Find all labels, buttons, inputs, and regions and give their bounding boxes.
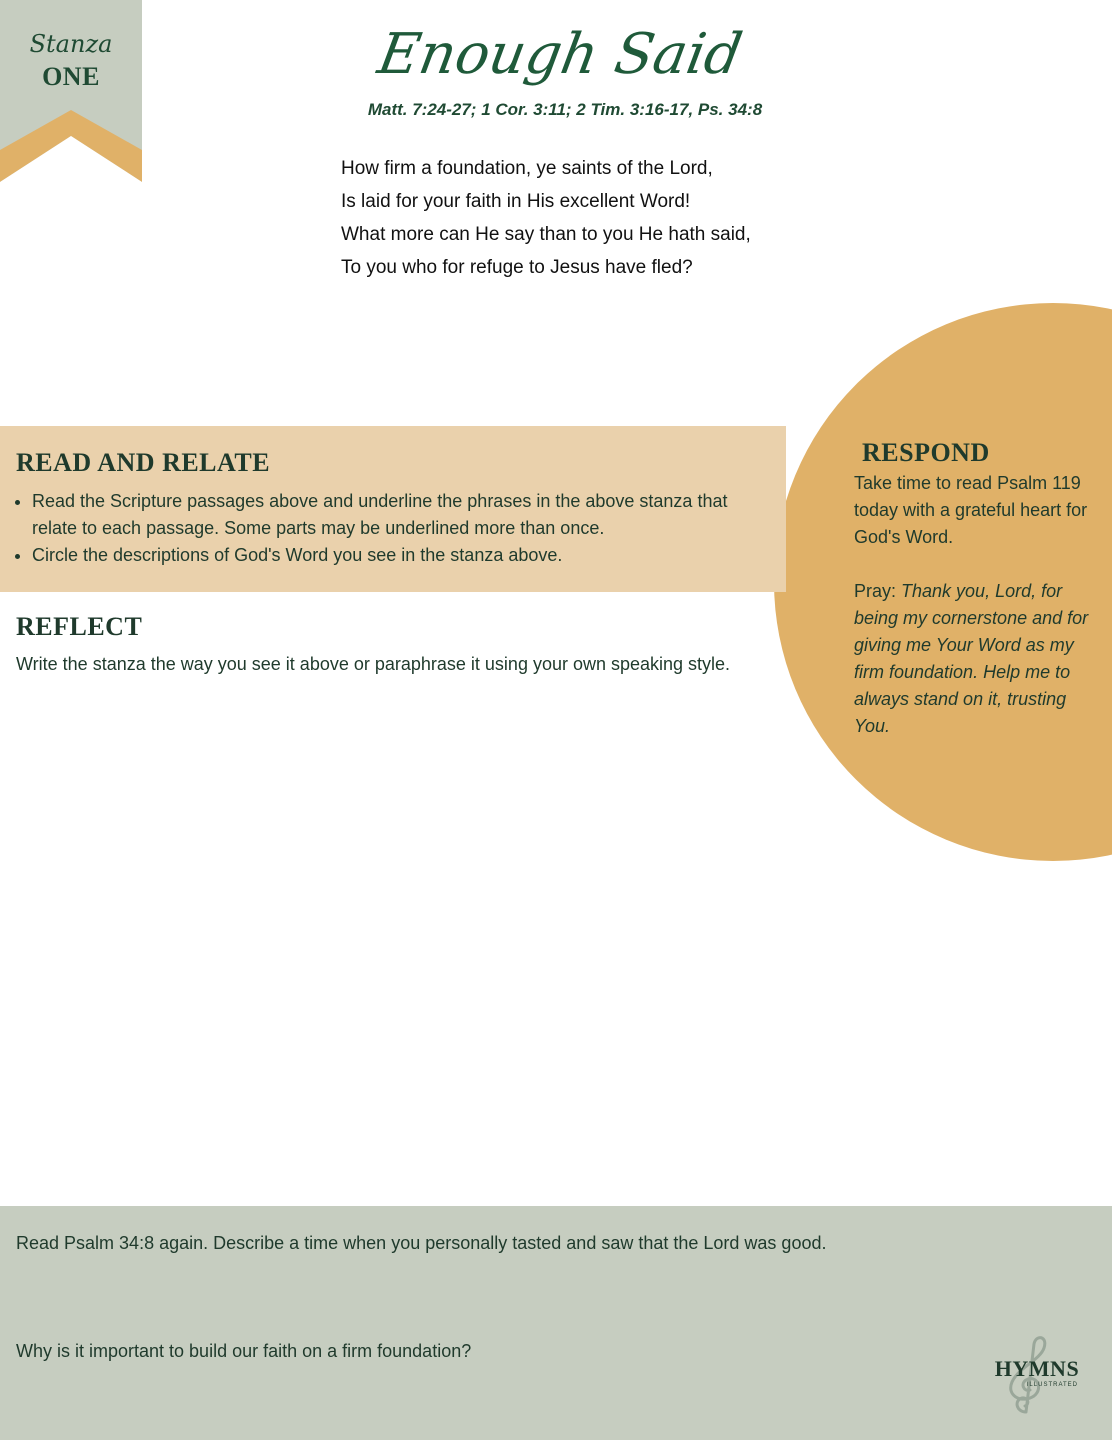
- question-1: Read Psalm 34:8 again. Describe a time when you personally tasted and saw that the Lord was good.: [16, 1233, 827, 1253]
- lyric-line: Is laid for your faith in His excellent Word!: [341, 191, 691, 212]
- question-2: Why is it important to build our faith on a firm foundation?: [16, 1341, 472, 1361]
- respond-text: Take time to read Psalm 119 today with a grateful heart for God's Word.: [854, 473, 1088, 547]
- lyric-line: What more can He say than to you He hath said,: [341, 224, 751, 245]
- prayer: [854, 578, 1094, 740]
- list-item: • Read the Scripture passages above and underline the phrases in the above stanza that relate to each passage. Some parts may be underlined more than once.: [32, 488, 772, 542]
- stanza-label: Stanza: [29, 30, 113, 58]
- read-relate-title: READ AND RELATE: [16, 448, 271, 477]
- page-title: Enough Said: [373, 22, 747, 87]
- lyric-line: How firm a foundation, ye saints of the Lord,: [341, 158, 713, 179]
- reflect-text: Write the stanza the way you see it above or paraphrase it using your own speaking style.: [16, 654, 731, 674]
- respond-title: RESPOND: [862, 438, 990, 467]
- lyric-line: To you who for refuge to Jesus have fled?: [341, 257, 693, 278]
- stanza-number: ONE: [42, 62, 100, 91]
- respond-body: [854, 470, 1094, 740]
- prayer-text: Thank you, Lord, for being my cornerstone and for giving me Your Word as my firm foundation. Help me to always stand on it, trusting You.: [854, 581, 1089, 736]
- logo-name: HYMNS: [994, 1356, 1080, 1381]
- read-relate-list: [12, 488, 772, 569]
- pray-label: Pray:: [854, 581, 902, 601]
- stanza-lyrics: [341, 152, 811, 284]
- scripture-references: Matt. 7:24-27; 1 Cor. 3:11; 2 Tim. 3:16-17, Ps. 34:8: [367, 100, 763, 119]
- reflect-title: REFLECT: [16, 612, 143, 641]
- logo-sub: ILLUSTRATED: [1026, 1382, 1078, 1388]
- list-item: • Circle the descriptions of God's Word you see in the stanza above.: [32, 542, 772, 569]
